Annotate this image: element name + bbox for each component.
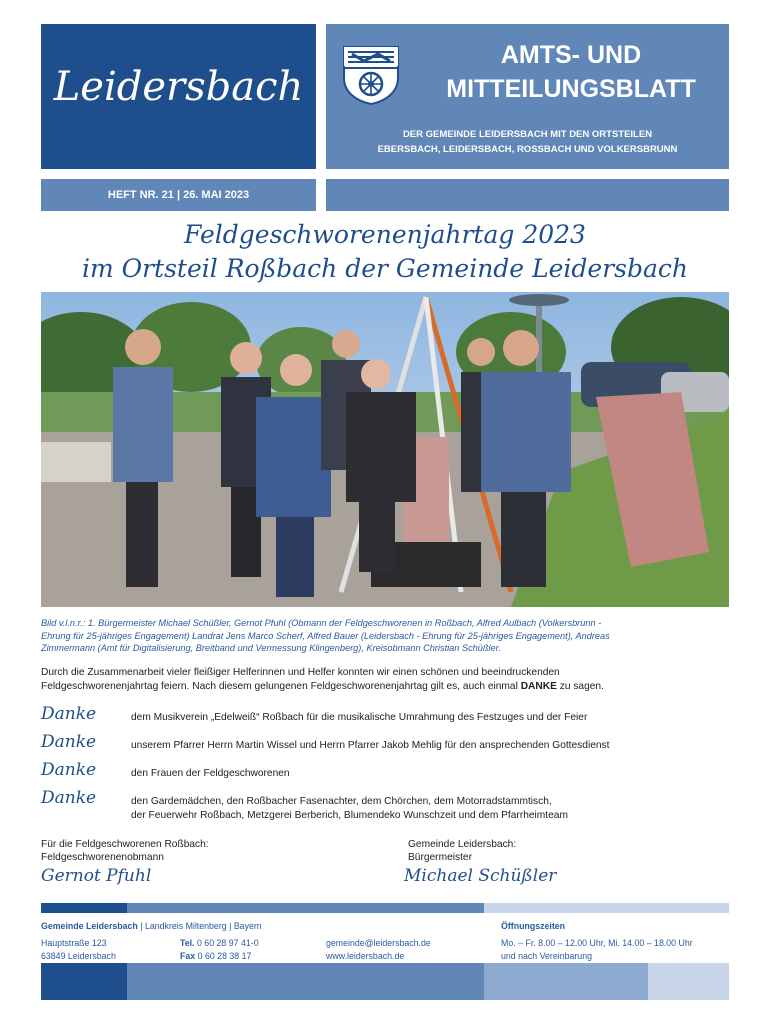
photo-caption [41,617,729,655]
group-photo [41,292,729,607]
footer-fax-number: 0 60 28 38 17 [195,950,252,961]
footer-hours-title: Öffnungszeiten [501,921,566,931]
title-line-2: MITTEILUNGSBLATT [446,75,696,103]
issue-number: HEFT NR. 21 | 26. MAI 2023 [107,189,250,201]
danke-word-2: Danke [41,732,97,752]
signature-right-label-1: Gemeinde Leidersbach: [408,839,517,850]
caption-line-2: Ehrung für 25-jähriges Engagement) Landrat Jens Marco Scherf, Alfred Bauer (Leidersbach - Ehrung für 25-jähriges Engagement), Andreas [41,630,610,641]
bottom-strip-segment-4 [484,963,648,1000]
coat-of-arms-icon [340,44,402,106]
danke-word-1: Danke [41,704,97,724]
danke-text-4-line-2: der Feuerwehr Roßbach, Metzgerei Berberich, Blumendeko Wunschzeit und dem Pfarrheimteam [131,810,568,821]
footer-phone [180,937,259,950]
footer-fax [180,950,259,963]
danke-text-4-line-1: den Gardemädchen, den Roßbacher Fasenachter, dem Chörchen, dem Motorradstammtisch, [131,796,552,807]
intro-line-2-text: Feldgeschworenenjahrtag feiern. Nach diesem gelungenen Feldgeschworenenjahrtag gilt es, auch einmal [41,680,521,692]
danke-word-4: Danke [41,788,97,808]
danke-text-1: dem Musikverein „Edelweiß“ Roßbach für die musikalische Umrahmung des Festzuges und der Feier [131,712,588,723]
bottom-strip-segment-2 [127,963,267,1000]
footer-bar-segment-4 [484,903,729,913]
intro-line-2-end: zu sagen. [556,680,604,692]
bottom-strip-segment-1 [41,963,127,1000]
signature-left-label-1: Für die Feldgeschworenen Roßbach: [41,839,209,850]
footer-org-name: Gemeinde Leidersbach [41,921,138,931]
intro-line-1: Durch die Zusammenarbeit vieler fleißiger Helferinnen und Helfer konnten wir einen schönen und beeindruckenden [41,667,560,678]
footer-fax-label: Fax [180,950,196,961]
danke-text-2: unserem Pfarrer Herrn Martin Wissel und Herrn Pfarrer Jakob Mehlig für den ansprechenden Gottesdienst [131,740,610,751]
bottom-strip-segment-3 [267,963,484,1000]
footer-phone-label: Tel. [180,938,195,948]
footer-address-street: Hauptstraße 123 [41,938,107,948]
signature-gernot-pfuhl: Gernot Pfuhl [41,866,152,886]
bottom-strip-segment-5 [648,963,729,1000]
footer-contact [326,937,431,962]
signature-michael-schuessler: Michael Schüßler [404,866,557,886]
footer-address [41,937,116,962]
footer-hours-line-2: und nach Vereinbarung [501,950,592,961]
danke-word-3: Danke [41,760,97,780]
subtitle-line-1: DER GEMEINDE LEIDERSBACH MIT DEN ORTSTEILEN [402,129,653,140]
footer-hours-line-1: Mo. – Fr. 8.00 – 12.00 Uhr, Mi. 14.00 – 18.00 Uhr [501,938,693,948]
caption-line-1: Bild v.l.n.r.: 1. Bürgermeister Michael Schüßler, Gernot Pfuhl (Obmann der Feldgeschworenen in Roßbach, Alfred Aulbach (Volkersbrunn - [41,618,602,628]
masthead-title-panel [326,24,729,169]
subtitle-line-2: EBERSBACH, LEIDERSBACH, ROSSBACH UND VOLKERSBRUNN [377,144,678,155]
signature-left-label-2: Feldgeschworenenobmann [41,852,164,863]
intro-danke-bold: DANKE [520,680,557,692]
footer-website-link[interactable]: www.leidersbach.de [326,950,405,961]
title-line-1: AMTS- UND [500,41,642,69]
footer-address-city: 63849 Leidersbach [41,950,116,961]
intro-line-2 [41,680,729,694]
footer-bar-segment-1 [41,903,127,913]
footer-phone-fax [180,937,259,962]
caption-line-3: Zimmermann (Amt für Digitalisierung, Breitband und Vermessung Klingenberg), Kreisobmann Christian Schüßler. [41,643,501,653]
headline-line-1: Feldgeschworenenjahrtag 2023 [184,220,586,249]
footer-bar-segment-3 [267,903,484,913]
intro-paragraph [41,666,729,693]
footer-org [41,920,481,933]
danke-text-4 [131,795,729,823]
headline-line-2: im Ortsteil Roßbach der Gemeinde Leidersbach [81,254,689,283]
masthead-logo-panel [41,24,316,169]
footer-bar-segment-2 [127,903,267,913]
issue-bar-right [326,179,729,211]
footer-email-link[interactable]: gemeinde@leidersbach.de [326,938,431,948]
issue-bar [41,179,316,211]
signature-right-label-2: Bürgermeister [408,852,472,863]
leidersbach-logo: Leidersbach [53,64,304,110]
footer-phone-number: 0 60 28 97 41-0 [194,938,259,948]
footer-org-region: | Landkreis Miltenberg | Bayern [137,921,262,931]
danke-text-3: den Frauen der Feldgeschworenen [131,768,290,779]
footer-hours [501,937,731,962]
